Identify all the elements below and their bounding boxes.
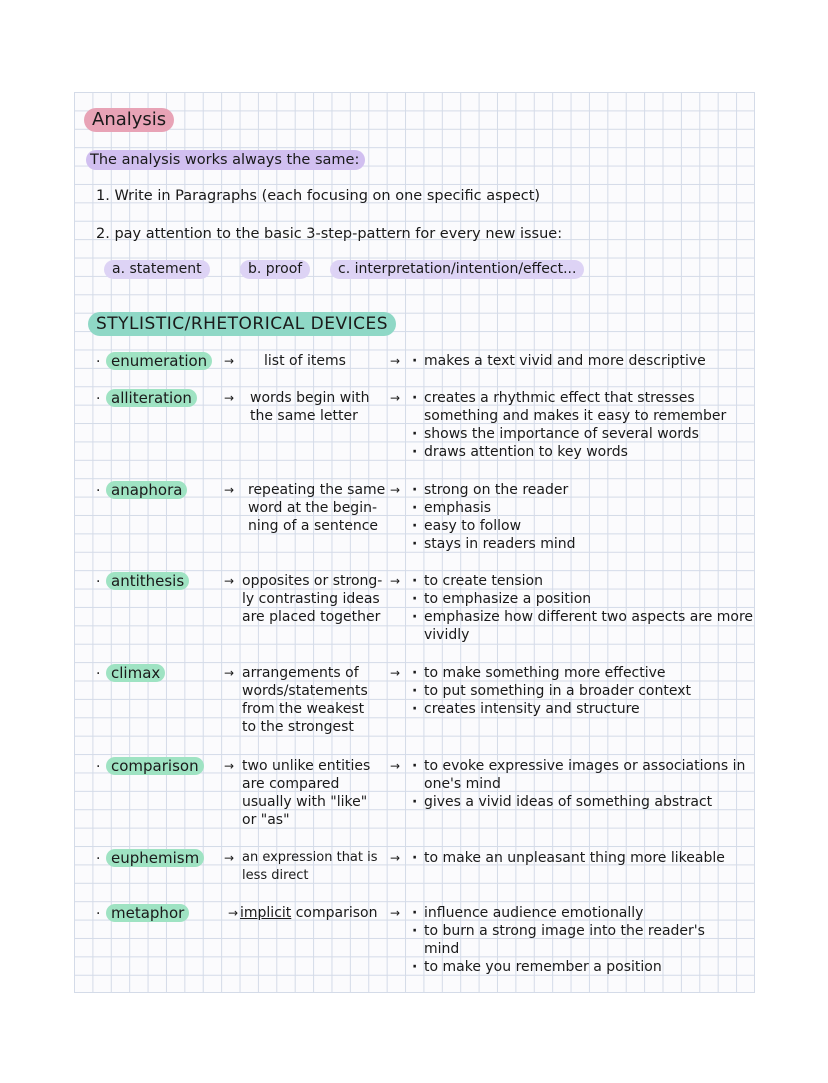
arrow-icon: → — [224, 391, 235, 405]
definition: words begin with the same letter — [250, 390, 370, 424]
effects-list — [410, 904, 740, 976]
term: euphemism — [106, 849, 204, 867]
effect-item: · to make an unpleasant thing more likeable — [410, 849, 725, 867]
effect-item: · creates a rhythmic effect that stresses something and makes it easy to remember — [410, 389, 755, 425]
arrow-icon: → — [390, 759, 401, 773]
arrow-icon: → — [224, 759, 235, 773]
effect-item: · to create tension — [410, 572, 755, 590]
term: alliteration — [106, 389, 197, 407]
definition-underlined: implicit — [240, 905, 292, 921]
term: metaphor — [106, 904, 189, 922]
arrow-icon: → — [224, 354, 235, 368]
definition: two unlike entities are compared usually with "like" or "as" — [242, 758, 371, 828]
bullet: · — [96, 851, 101, 867]
bullet: · — [96, 759, 101, 775]
effects-list — [410, 849, 725, 867]
effects-list — [410, 352, 706, 370]
term: comparison — [106, 757, 204, 775]
effect-item: · stays in readers mind — [410, 535, 576, 553]
step-two: 2. pay attention to the basic 3-step-pattern for every new issue: — [96, 226, 563, 242]
arrow-icon: → — [390, 906, 401, 920]
term: climax — [106, 664, 165, 682]
bullet: · — [96, 906, 101, 922]
effect-item: · to make you remember a position — [410, 958, 740, 976]
term: anaphora — [106, 481, 187, 499]
effect-item: · easy to follow — [410, 517, 576, 535]
effect-item: · shows the importance of several words — [410, 425, 755, 443]
arrow-icon: → — [224, 851, 235, 865]
device-euphemism — [96, 849, 204, 868]
pattern-statement: a. statement — [104, 260, 210, 279]
effect-item: · to put something in a broader context — [410, 682, 691, 700]
definition: repeating the same word at the begin- ning of a sentence — [248, 482, 386, 534]
effects-list — [410, 389, 755, 461]
bullet: · — [96, 483, 101, 499]
effect-item: · to make something more effective — [410, 664, 691, 682]
step-one: 1. Write in Paragraphs (each focusing on one specific aspect) — [96, 188, 541, 204]
device-antithesis — [96, 572, 189, 591]
effect-item: · to burn a strong image into the reader's mind — [410, 922, 740, 958]
effect-item: · creates intensity and structure — [410, 700, 691, 718]
effect-item: · gives a vivid ideas of something abstract — [410, 793, 755, 811]
arrow-icon: → — [390, 574, 401, 588]
effects-list — [410, 757, 755, 811]
effect-item: · to emphasize a position — [410, 590, 755, 608]
arrow-icon: → — [390, 666, 401, 680]
effect-item: · draws attention to key words — [410, 443, 755, 461]
effect-item: · to evoke expressive images or associations in one's mind — [410, 757, 755, 793]
device-comparison — [96, 757, 204, 776]
section-title: STYLISTIC/RHETORICAL DEVICES — [88, 312, 396, 336]
device-metaphor — [96, 904, 189, 923]
arrow-icon: → — [390, 391, 401, 405]
effect-item: · strong on the reader — [410, 481, 576, 499]
arrow-icon: → — [390, 483, 401, 497]
bullet: · — [96, 666, 101, 682]
intro-heading: The analysis works always the same: — [86, 150, 365, 170]
term: enumeration — [106, 352, 212, 370]
arrow-icon: → — [228, 906, 239, 920]
arrow-icon: → — [390, 354, 401, 368]
device-climax — [96, 664, 165, 683]
bullet: · — [96, 574, 101, 590]
device-alliteration — [96, 389, 197, 408]
pattern-proof: b. proof — [240, 260, 310, 279]
device-anaphora — [96, 481, 187, 500]
definition: opposites or strong- ly contrasting ideas are placed together — [242, 573, 383, 625]
effect-item: · emphasize how different two aspects are more vividly — [410, 608, 755, 644]
page-title: Analysis — [84, 108, 174, 132]
arrow-icon: → — [224, 483, 235, 497]
term: antithesis — [106, 572, 189, 590]
pattern-interpretation: c. interpretation/intention/effect... — [330, 260, 584, 279]
device-enumeration — [96, 352, 212, 371]
bullet: · — [96, 354, 101, 370]
effects-list — [410, 481, 576, 553]
effects-list — [410, 664, 691, 718]
effects-list — [410, 572, 755, 644]
effect-item: · emphasis — [410, 499, 576, 517]
definition: an expression that is less direct — [242, 850, 378, 883]
effect-item: · makes a text vivid and more descriptive — [410, 352, 706, 370]
definition: list of items — [264, 353, 346, 369]
definition: implicit comparison — [240, 905, 378, 921]
effect-item: · influence audience emotionally — [410, 904, 740, 922]
arrow-icon: → — [224, 574, 235, 588]
arrow-icon: → — [224, 666, 235, 680]
bullet: · — [96, 391, 101, 407]
arrow-icon: → — [390, 851, 401, 865]
definition: arrangements of words/statements from the weakest to the strongest — [242, 665, 368, 735]
